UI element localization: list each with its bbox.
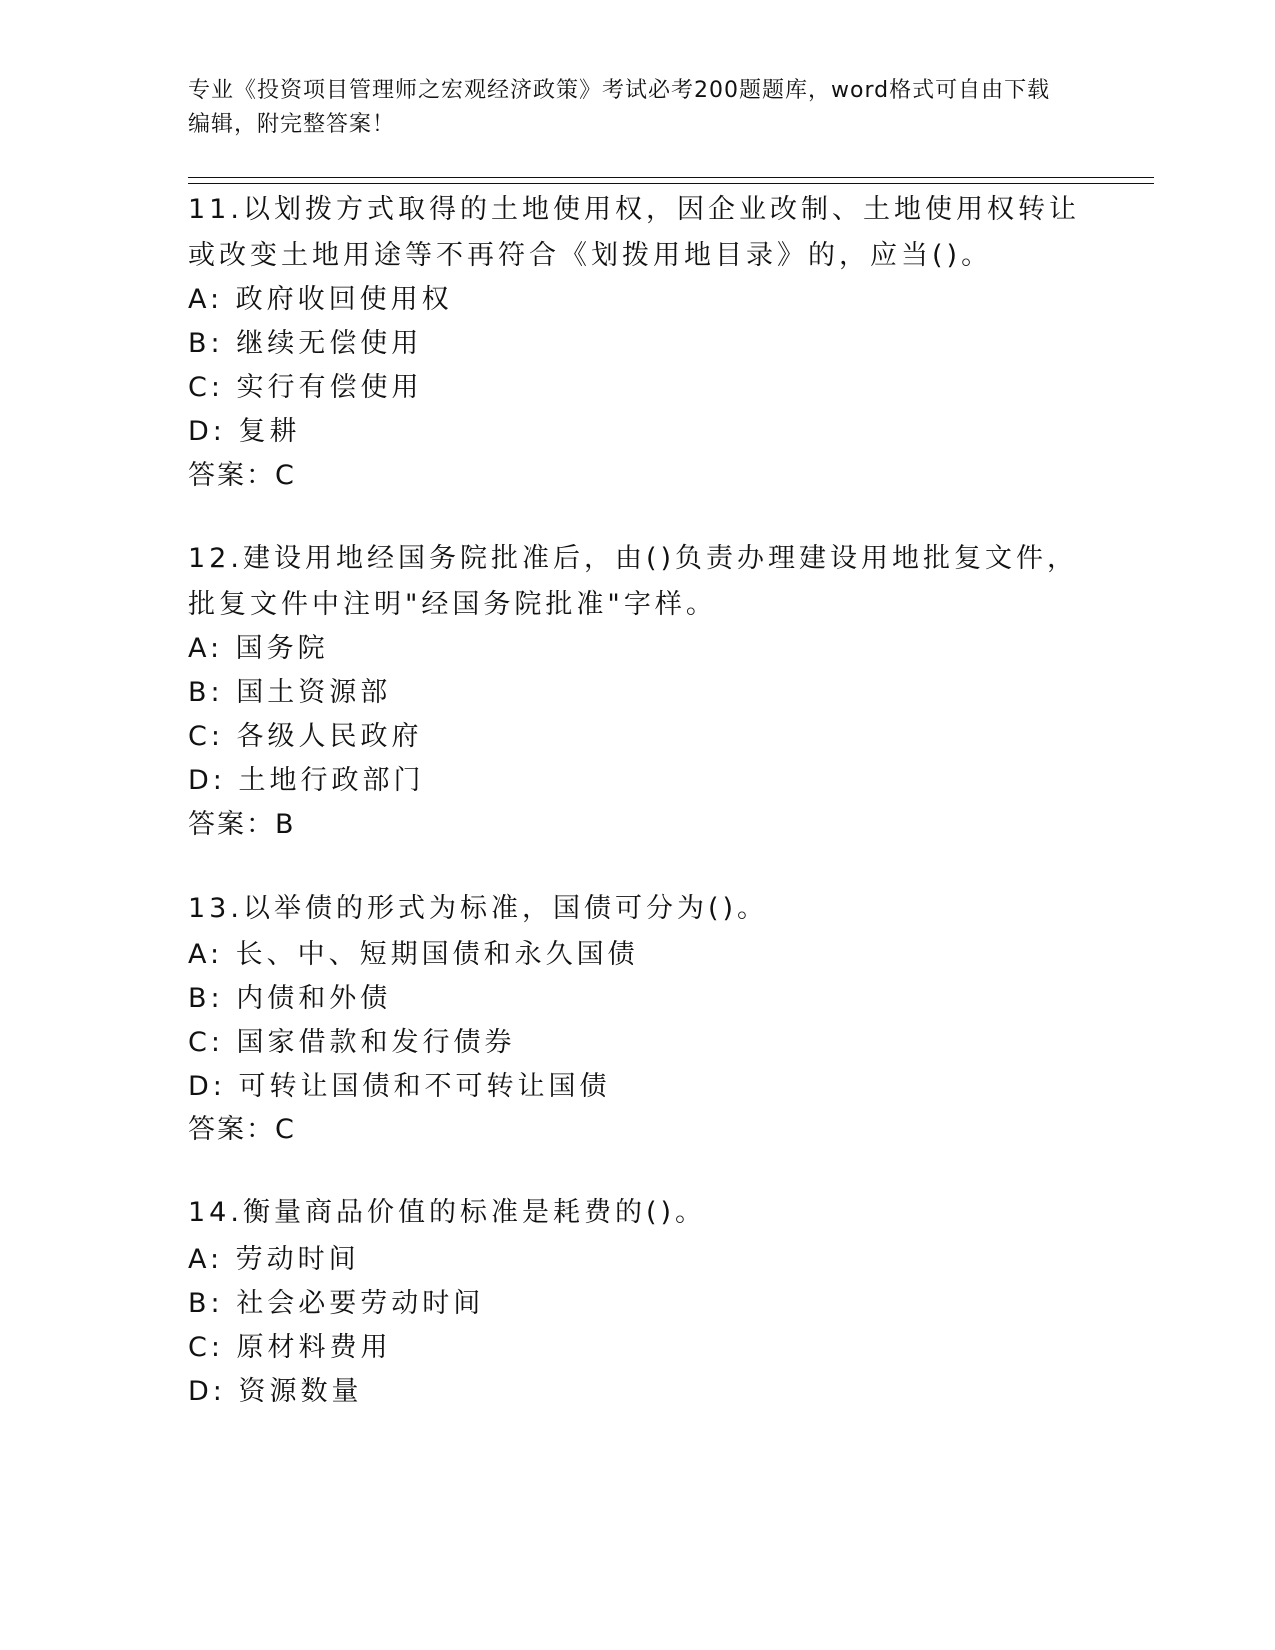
question-13-answer: 答案：C: [188, 1114, 296, 1145]
question-11-answer: 答案：C: [188, 460, 296, 491]
question-12-option-d: D: 土地行政部门: [188, 765, 425, 796]
header-divider-bottom: [188, 183, 1154, 184]
question-11-option-c: C: 实行有偿使用: [188, 372, 423, 403]
question-12-option-b: B: 国土资源部: [188, 677, 392, 708]
question-12-option-a: A: 国务院: [188, 633, 329, 664]
question-14-option-a: A: 劳动时间: [188, 1244, 360, 1275]
question-13-option-b: B: 内债和外债: [188, 983, 392, 1014]
document-intro: 专业《投资项目管理师之宏观经济政策》考试必考200题题库，word格式可自由下载编辑，附完整答案！: [188, 78, 1051, 137]
question-11-option-d: D: 复耕: [188, 416, 301, 447]
question-12-option-c: C: 各级人民政府: [188, 721, 423, 752]
question-11-stem: 11.以划拨方式取得的土地使用权，因企业改制、土地使用权转让或改变土地用途等不再符合《划拨用地目录》的，应当()。: [188, 194, 1080, 271]
question-11-option-a: A: 政府收回使用权: [188, 284, 453, 315]
question-13-option-d: D: 可转让国债和不可转让国债: [188, 1071, 611, 1102]
header-divider-top: [188, 177, 1154, 178]
question-13-stem: 13.以举债的形式为标准，国债可分为()。: [188, 893, 769, 924]
question-13-option-a: A: 长、中、短期国债和永久国债: [188, 939, 639, 970]
question-14-option-b: B: 社会必要劳动时间: [188, 1288, 485, 1319]
question-14-stem: 14.衡量商品价值的标准是耗费的()。: [188, 1197, 707, 1228]
question-14-option-d: D: 资源数量: [188, 1376, 363, 1407]
question-12-stem: 12.建设用地经国务院批准后，由()负责办理建设用地批复文件，批复文件中注明"经国务院批准"字样。: [188, 543, 1079, 620]
question-12-answer: 答案：B: [188, 809, 296, 840]
question-14-option-c: C: 原材料费用: [188, 1332, 392, 1363]
question-11-option-b: B: 继续无偿使用: [188, 328, 423, 359]
question-13-option-c: C: 国家借款和发行债券: [188, 1027, 516, 1058]
